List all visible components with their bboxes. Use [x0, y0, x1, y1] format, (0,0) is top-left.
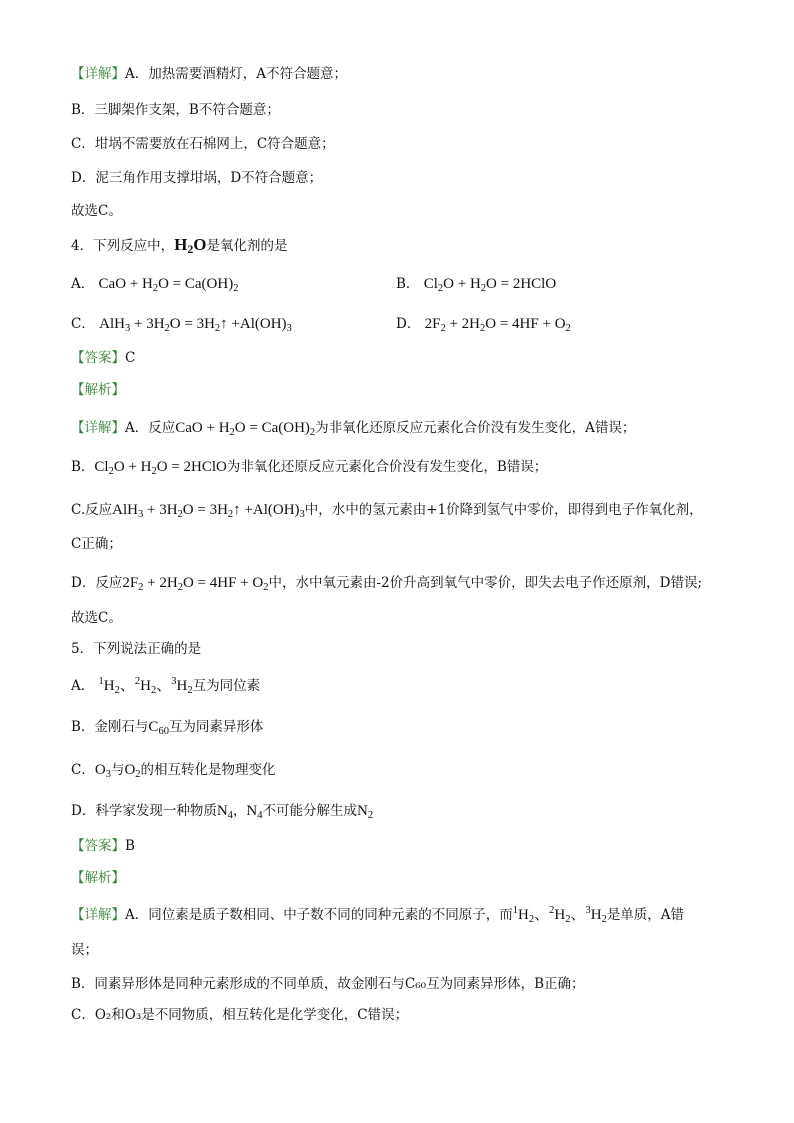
detail-4a: 【详解】A．反应CaO + $H_2O = Ca(OH)_2$为非氧化还原反应元素化合价没有发生变化，A错误； — [71, 420, 636, 438]
option-5a: A． $^1H_2$、$^2H_2$、$^3H_2$互为同位素 — [71, 676, 261, 696]
equation: CaO + $H_2O = Ca(OH)_2$ — [175, 420, 316, 438]
detail-line-2: B．三脚架作支架，B不符合题意； — [71, 102, 280, 118]
detail-line-4: D．泥三角作用支撑坩埚，D不符合题意； — [71, 170, 323, 186]
detail-5a: 【详解】A．同位素是质子数相同、中子数不同的同种元素的不同原子，而$^1H_2$、$^2H_2$、$^3H_2$是单质，A错 — [71, 905, 685, 925]
detail-line-1: 【详解】A．加热需要酒精灯，A不符合题意； — [71, 66, 347, 82]
option-4c: C． $AlH_3 + 3H_2O$ = $3H_2↑ +Al(OH)_3$ — [71, 316, 292, 334]
detail-tag: 【详解】 — [71, 66, 125, 82]
detail-line-3: C．坩埚不需要放在石棉网上，C符合题意； — [71, 136, 335, 152]
option-4d: D． $2F_2 + 2H_2O = 4HF + O_2$ — [396, 316, 571, 334]
option-4b: B． $Cl_2O + H_2O$ = 2HClO — [396, 276, 557, 294]
question-5-stem: 5．下列说法正确的是 — [71, 641, 202, 657]
formula-c60: $C_{60}$ — [148, 719, 169, 737]
formula: $^1H_2$、$^2H_2$、$^3H_2$ — [512, 905, 607, 925]
formula-h2o: $H_2O$ — [174, 235, 207, 256]
formula: $^1H_2$、$^2H_2$、$^3H_2$ — [98, 676, 193, 696]
equation: $Cl_2O + H_2O$ = 2HClO — [94, 459, 227, 477]
detail-4d: D．反应$2F_2 + 2H_2O = 4HF + O_2$中，水中氧元素由-2价升高到氧气中零价，即失去电子作还原剂，D错误; — [71, 575, 703, 593]
formula-n2: $N_2$ — [357, 803, 374, 821]
detail-5b: B．同素异形体是同种元素形成的不同单质，故金刚石与C₆₀互为同素异形体，B正确； — [71, 976, 585, 992]
formula-n4: $N_4$ — [216, 803, 233, 821]
question-4-stem: 4．下列反应中，$H_2O$是氧化剂的是 — [71, 235, 288, 256]
option-5c: C．$O_3$与$O_2$的相互转化是物理变化 — [71, 762, 276, 780]
equation: $AlH_3 + 3H_2O$ = $3H_2↑ +Al(OH)_3$ — [112, 502, 305, 520]
equation: $2F_2 + 2H_2O = 4HF + O_2$ — [424, 316, 571, 334]
formula-o3: $O_3$ — [94, 762, 111, 780]
equation: CaO + $H_2O = Ca(OH)_2$ — [98, 276, 239, 294]
detail-4b: B．$Cl_2O + H_2O$ = 2HClO为非氧化还原反应元素化合价没有发生变化，B错误； — [71, 459, 548, 477]
equation: $2F_2 + 2H_2O = 4HF + O_2$ — [122, 575, 269, 593]
detail-4c: C.反应$AlH_3 + 3H_2O$ = $3H_2↑ +Al(OH)_3$中，水中的氢元素由+1价降到氢气中零价，即得到电子作氧化剂， — [71, 502, 703, 520]
analysis-4: 【解析】 — [71, 382, 125, 398]
option-5b: B．金刚石与$C_{60}$互为同素异形体 — [71, 719, 264, 737]
detail-5c: C．O₂和O₃是不同物质，相互转化是化学变化，C错误； — [71, 1007, 409, 1023]
formula-n4: $N_4$ — [246, 803, 263, 821]
option-5d: D．科学家发现一种物质$N_4$，$N_4$不可能分解生成$N_2$ — [71, 803, 374, 821]
answer-5: 【答案】B — [71, 838, 135, 854]
detail-conclusion: 故选C。 — [71, 203, 122, 219]
analysis-5: 【解析】 — [71, 870, 125, 886]
equation: $Cl_2O + H_2O$ = 2HClO — [423, 276, 557, 294]
detail-4c-cont: C正确； — [71, 536, 122, 552]
formula-o2: $O_2$ — [124, 762, 141, 780]
conclusion-4: 故选C。 — [71, 610, 122, 626]
detail-5a-cont: 误； — [71, 942, 98, 958]
option-4a: A． CaO + $H_2O = Ca(OH)_2$ — [71, 276, 239, 294]
equation: $AlH_3 + 3H_2O$ = $3H_2↑ +Al(OH)_3$ — [99, 316, 292, 334]
answer-4: 【答案】C — [71, 350, 136, 366]
